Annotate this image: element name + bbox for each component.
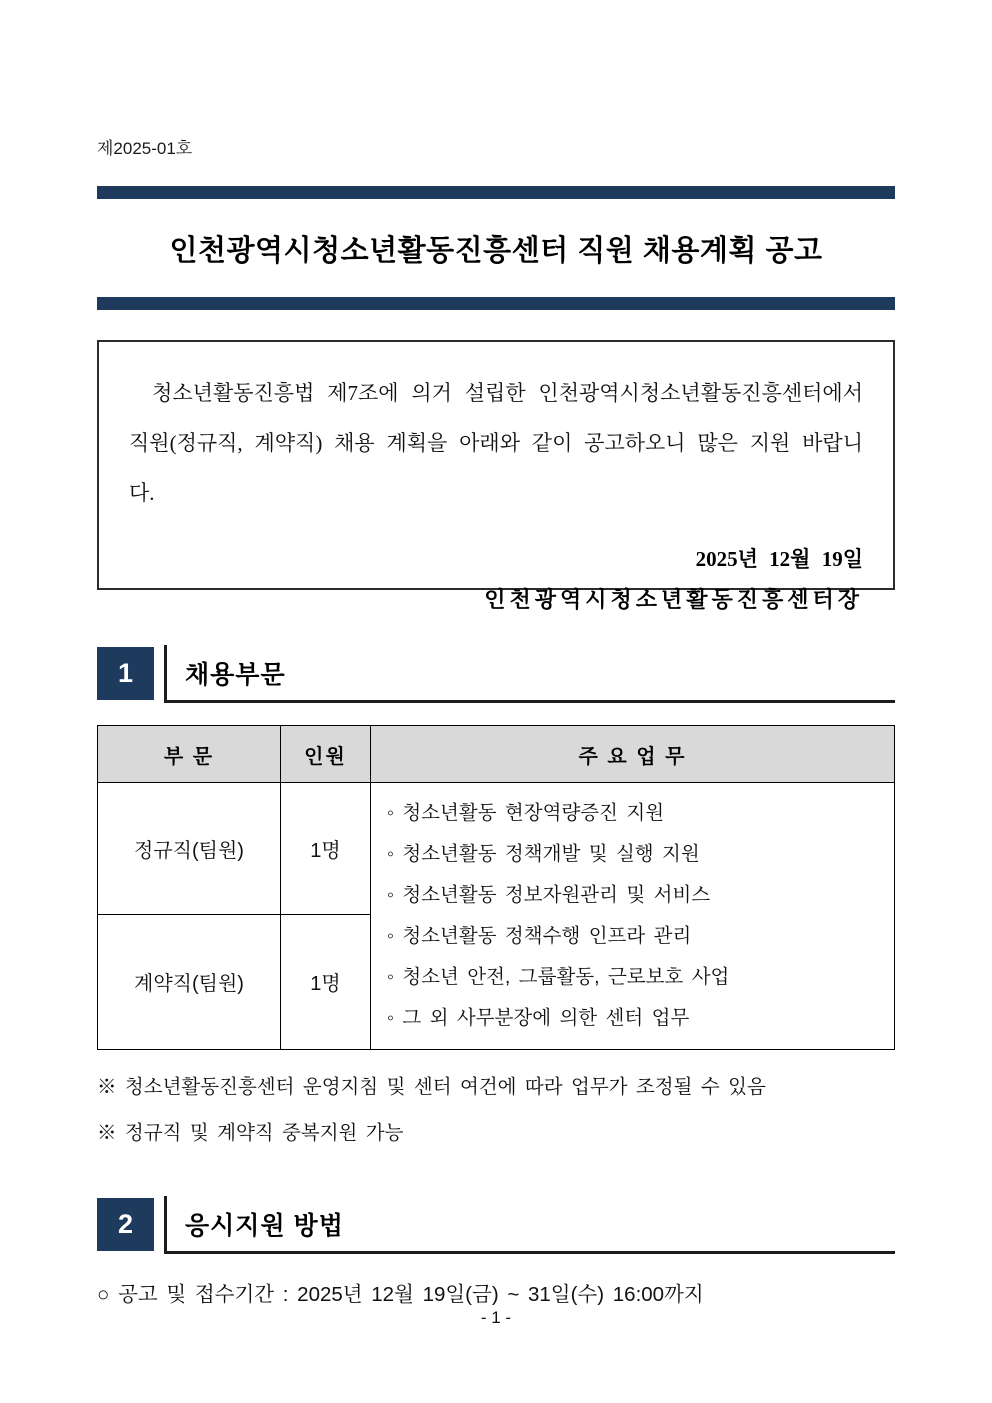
section-title: 채용부문 bbox=[185, 660, 286, 689]
cell-count-regular: 1명 bbox=[281, 783, 371, 915]
section-title-wrap bbox=[164, 1196, 895, 1254]
cell-count-contract: 1명 bbox=[281, 914, 371, 1049]
table-row bbox=[98, 783, 895, 915]
duty-item: ◦ 청소년 안전, 그룹활동, 근로보호 사업 bbox=[387, 966, 730, 988]
intro-paragraph-line-2: 직원(정규직, 계약직) 채용 계획을 아래와 같이 공고하오니 많은 지원 바랍니다. bbox=[129, 431, 863, 505]
intro-box bbox=[97, 340, 895, 612]
section-number-badge: 1 bbox=[97, 647, 154, 700]
application-period-line: ○ 공고 및 접수기간 : 2025년 12월 19일(금) ~ 31일(수) 16:00까지 bbox=[97, 1283, 704, 1306]
intro-paragraph-line-1: 청소년활동진흥법 제7조에 의거 설립한 인천광역시청소년활동진흥센터에서 bbox=[152, 381, 863, 405]
section-header-application bbox=[97, 1196, 895, 1254]
table-header-row bbox=[98, 726, 895, 783]
duty-item: ◦ 그 외 사무분장에 의한 센터 업무 bbox=[387, 1007, 690, 1029]
title-bottom-bar bbox=[97, 297, 895, 310]
duty-item: ◦ 청소년활동 정책개발 및 실행 지원 bbox=[387, 843, 700, 865]
section-header-recruitment bbox=[97, 645, 895, 703]
col-header-count: 인원 bbox=[281, 726, 371, 783]
duty-item: ◦ 청소년활동 현장역량증진 지원 bbox=[387, 802, 665, 824]
announcement-signer: 인천광역시청소년활동진흥센터장 bbox=[484, 587, 863, 612]
col-header-duties: 주 요 업 무 bbox=[371, 726, 895, 783]
cell-category-regular: 정규직(팀원) bbox=[98, 783, 281, 915]
col-header-category: 부 문 bbox=[98, 726, 281, 783]
duty-item: ◦ 청소년활동 정책수행 인프라 관리 bbox=[387, 925, 692, 947]
cell-duties bbox=[371, 783, 895, 1050]
recruitment-table bbox=[97, 725, 895, 1050]
announcement-date: 2025년 12월 19일 bbox=[695, 547, 863, 571]
cell-category-contract: 계약직(팀원) bbox=[98, 914, 281, 1049]
section-number-badge: 2 bbox=[97, 1198, 154, 1251]
section-title-wrap bbox=[164, 645, 895, 703]
page-title: 인천광역시청소년활동진흥센터 직원 채용계획 공고 bbox=[169, 234, 823, 267]
table-notes bbox=[97, 1064, 895, 1156]
title-top-bar bbox=[97, 186, 895, 199]
note-item: ※ 청소년활동진흥센터 운영지침 및 센터 여건에 따라 업무가 조정될 수 있음 bbox=[97, 1076, 766, 1098]
document-content bbox=[97, 0, 895, 1310]
page-number: - 1 - bbox=[480, 1308, 512, 1327]
duty-item: ◦ 청소년활동 정보자원관리 및 서비스 bbox=[387, 884, 711, 906]
note-item: ※ 정규직 및 계약직 중복지원 가능 bbox=[97, 1122, 404, 1144]
doc-number: 제2025-01호 bbox=[97, 139, 193, 158]
section-title: 응시지원 방법 bbox=[185, 1211, 344, 1240]
